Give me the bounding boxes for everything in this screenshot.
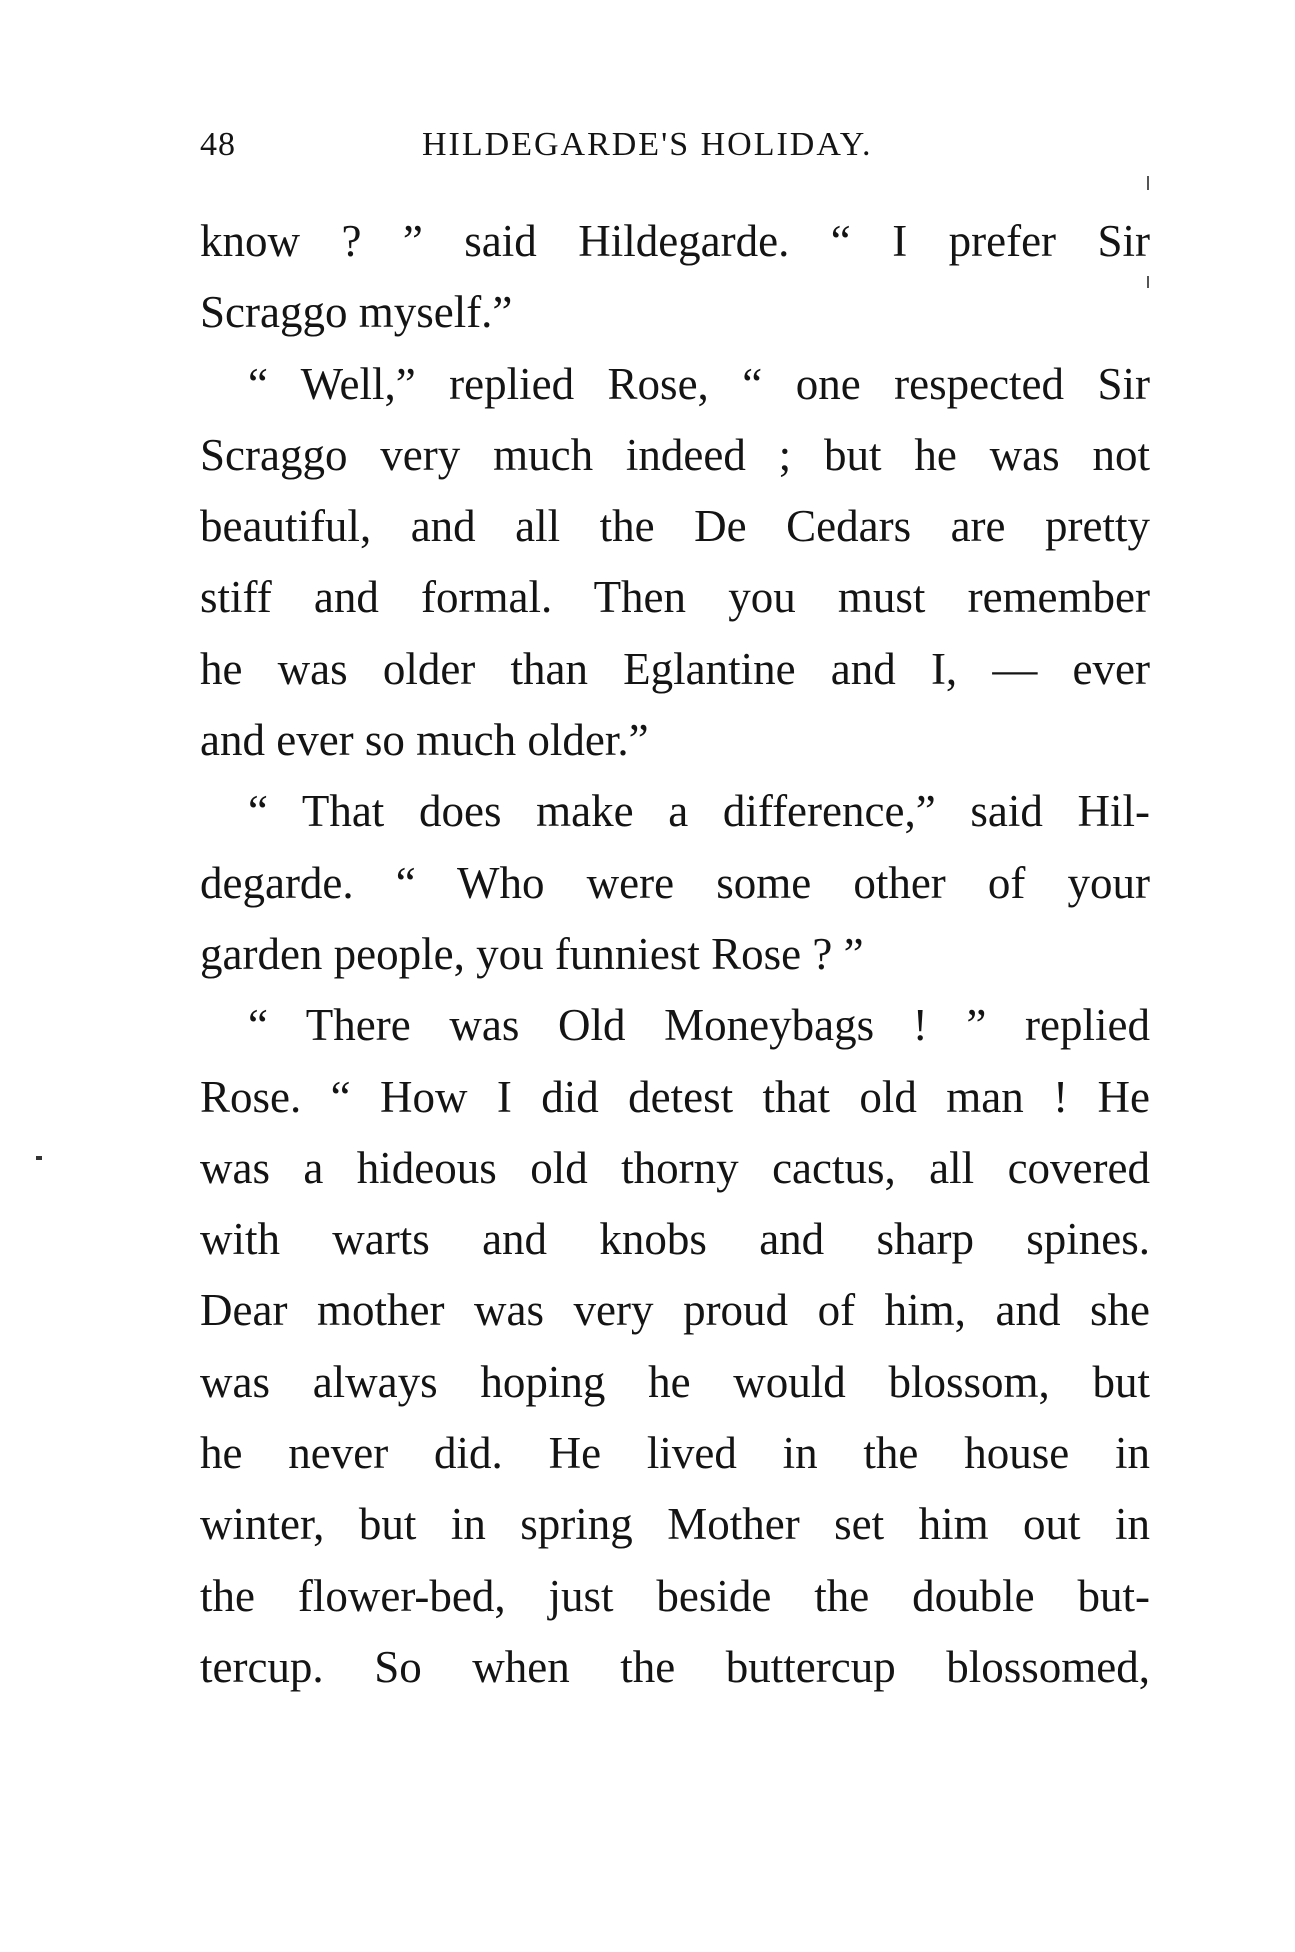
text-line: “ That does make a difference,” said Hil-: [248, 786, 1150, 837]
running-title: HILDEGARDE'S HOLIDAY.: [422, 126, 873, 163]
scan-edge-mark: [1147, 176, 1149, 190]
text-line: and ever so much older.”: [200, 715, 649, 766]
text-line: garden people, you funniest Rose ? ”: [200, 928, 864, 979]
text-line: he was older than Eglantine and I, — ever: [200, 643, 1150, 694]
text-line: “ There was Old Moneybags ! ” replied: [248, 1000, 1150, 1051]
margin-speck: [36, 1156, 42, 1160]
text-line: Rose. “ How I did detest that old man ! He: [200, 1071, 1150, 1122]
text-line: was a hideous old thorny cactus, all covered: [200, 1142, 1150, 1193]
text-line: Scraggo very much indeed ; but he was not: [200, 429, 1150, 480]
scan-edge-mark: [1147, 276, 1149, 288]
text-line: “ Well,” replied Rose, “ one respected Sir: [248, 358, 1150, 409]
text-line: know ? ” said Hildegarde. “ I prefer Sir: [200, 216, 1150, 266]
text-line: with warts and knobs and sharp spines.: [200, 1214, 1150, 1265]
text-line: Dear mother was very proud of him, and she: [200, 1285, 1150, 1336]
body-text: [200, 206, 1150, 1703]
text-line: beautiful, and all the De Cedars are pretty: [200, 501, 1150, 552]
text-line: winter, but in spring Mother set him out in: [200, 1499, 1150, 1550]
text-line: stiff and formal. Then you must remember: [200, 572, 1150, 623]
text-line: Scraggo myself.”: [200, 287, 513, 338]
text-line: was always hoping he would blossom, but: [200, 1356, 1150, 1407]
text-line: he never did. He lived in the house in: [200, 1428, 1150, 1479]
text-line: the flower-bed, just beside the double but-: [200, 1570, 1150, 1621]
text-line: degarde. “ Who were some other of your: [200, 857, 1150, 908]
page-header: [200, 126, 930, 176]
text-line: tercup. So when the buttercup blossomed,: [200, 1641, 1150, 1692]
page-number: 48: [200, 126, 236, 163]
